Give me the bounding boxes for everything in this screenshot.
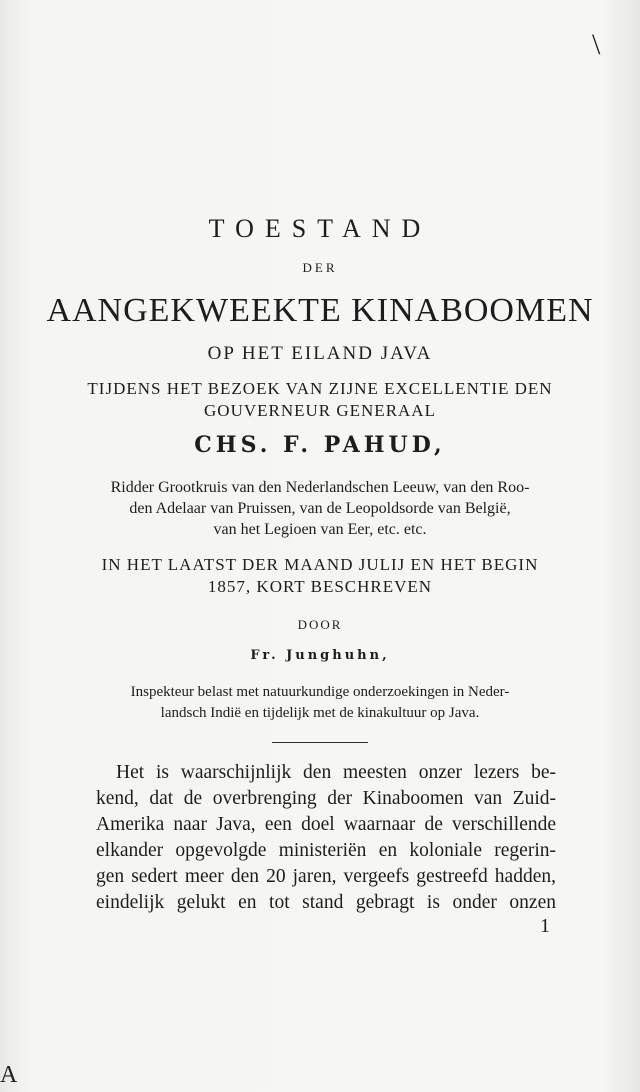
author-role-line: landsch Indië en tijdelijk met de kinakultuur op Java. <box>160 705 480 721</box>
honors <box>0 477 640 540</box>
by-label: DOOR <box>297 617 343 632</box>
governor-name: CHS. F. PAHUD, <box>194 432 446 458</box>
ink-mark: \ <box>592 28 601 61</box>
body-line: Amerika naar Java, een doel waarnaar de verschillende <box>96 814 556 835</box>
subtitle-line: TIJDENS HET BEZOEK VAN ZIJNE EXCELLENTIE DEN <box>87 379 553 398</box>
author-role <box>0 682 640 724</box>
page-number: 1 <box>540 915 550 937</box>
body-line: gen sedert meer den 20 jaren, vergeefs gestreefd hadden, <box>96 866 556 887</box>
honors-line: Ridder Grootkruis van den Nederlandschen Leeuw, van den Roo- <box>110 479 530 496</box>
author-role-line: Inspekteur belast met natuurkundige onderzoekingen in Neder- <box>130 684 510 700</box>
subtitle-line: GOUVERNEUR GENERAAL <box>204 401 436 420</box>
title-line-4: OP HET EILAND JAVA <box>207 343 433 364</box>
body-line: kend, dat de overbrenging der Kinaboomen van Zuid- <box>96 788 556 809</box>
title-line-2: DER <box>302 260 338 275</box>
body-line: elkander opgevolgde ministeriën en koloniale regerin- <box>96 840 556 861</box>
body-paragraph <box>96 760 556 916</box>
corner-mark: A <box>0 1062 18 1088</box>
honors-line: den Adelaar van Pruissen, van de Leopoldsorde van België, <box>129 500 511 517</box>
date-line: IN HET LAATST DER MAAND JULIJ EN HET BEGIN <box>101 555 539 574</box>
main-title: AANGEKWEEKTE KINABOOMEN <box>46 292 594 329</box>
body-line: eindelijk gelukt en tot stand gebragt is onder onzen <box>96 892 556 913</box>
title-line-1: TOESTAND <box>208 214 432 243</box>
author-name: Fr. Junghuhn, <box>250 648 390 663</box>
date-line: 1857, KORT BESCHREVEN <box>207 577 433 596</box>
divider <box>272 742 368 743</box>
date-description <box>0 554 640 598</box>
body-line: Het is waarschijnlijk den meesten onzer lezers be- <box>116 762 556 783</box>
subtitle <box>0 378 640 422</box>
honors-line: van het Legioen van Eer, etc. etc. <box>213 521 427 538</box>
